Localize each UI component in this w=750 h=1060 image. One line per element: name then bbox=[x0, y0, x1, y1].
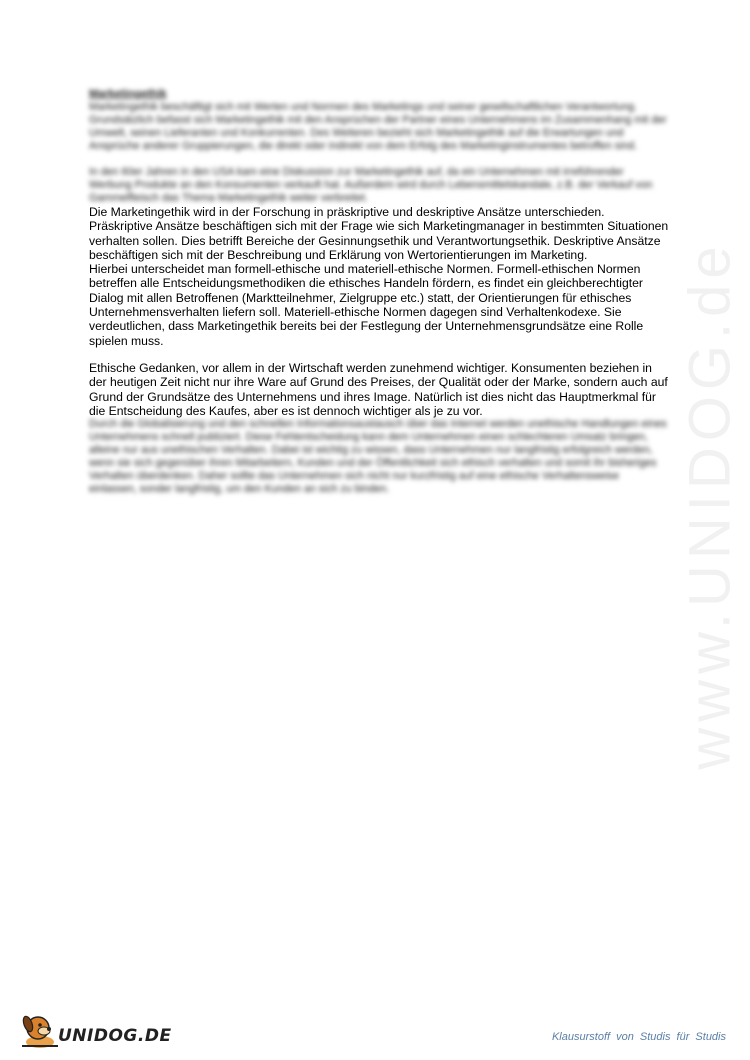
history-paragraph-blurred: In den 60er Jahren in den USA kam eine Diskussion zur Marketingethik auf, da ein Unternehmen mit irreführender Werbung Produkte an den Konsumenten verkauft hat. Außerdem wird durch Lebensmittelskandale, z.B. der Verkauf von Gammelfleisch das Thema Marketingethik weiter verbreitet. bbox=[89, 166, 653, 204]
closing-paragraph-blurred: Durch die Globalisierung und den schnellen Informationsaustausch über das Internet werden unethische Handlungen eines Unternehmens schnell publiziert. Diese Fehlentscheidung kann dem Unternehmen einen schlechteren Umsatz bringen, alleine nur aus unethischen Verhalten. Dabei ist wichtig zu wissen, dass Unternehmen nur langfristig erfolgreich werden, wenn sie sich gegenüber ihren Mitarbeitern, Kunden und der Öffentlichkeit sich ethisch verhalten und somit ihr bisheriges Verhalten überdenken. Daher sollte das Unternehmen sich nicht nur kurzfristig auf eine ethische Verhaltensweise einlassen, sonder langfristig, um den Kunden an sich zu binden. bbox=[89, 418, 667, 496]
unidog-logo bbox=[18, 1010, 172, 1050]
document-body bbox=[89, 88, 669, 496]
paragraph-ethical-thoughts: Ethische Gedanken, vor allem in der Wirtschaft werden zunehmend wichtiger. Konsumenten beziehen in der heutigen Zeit nicht nur ihre Ware auf Grund des Preises, der Qualität oder der Marke, sondern auch auf Grund der Grundsätze des Unternehmens und ihres Image. Natürlich ist dies nicht das Hauptmerkmal für die Entscheidung des Kaufes, aber es ist dennoch wichtiger als je zu vor. bbox=[89, 360, 668, 418]
paragraph-norms: Hierbei unterscheidet man formell-ethische und materiell-ethische Normen. Formell-ethischen Normen betreffen alle Entscheidungsmethodiken die ethisches Handeln fördern, es findet ein gleichberechtigter Dialog mit allen Betroffenen (Marktteilnehmer, Zielgruppe etc.) statt, der Orientierungen für ethisches Unternehmensverhalten liefern soll. Materiell-ethische Normen dagegen sind Verhaltenkodexe. Sie verdeutlichen, dass Marketingethik bereits bei der Festlegung der Unternehmensgrundsätze eine Rolle spielen muss. bbox=[89, 262, 644, 348]
intro-paragraph-blurred: Marketingethik beschäftigt sich mit Werten und Normen des Marketings und seiner gesellschaftlichen Verantwortung. Grundsätzlich befasst sich Marketingethik mit den Ansprüchen der Partner eines Unternehmens im Zusammenhang mit der Umwelt, seinen Lieferanten und Konkurrenten. Des Weiteren bezieht sich Marketingethik auf die Erwartungen und Ansprüche anderer Gruppierungen, die direkt oder indirekt von dem Erfolg des Marketinginstrumentes betroffen sind. bbox=[89, 101, 667, 152]
footer-tagline: Klausurstoff von Studis für Studis bbox=[551, 1031, 726, 1043]
watermark-text: www.UNIDOG.de bbox=[677, 240, 743, 770]
paragraph-approaches: Die Marketingethik wird in der Forschung in präskriptive und deskriptive Ansätze unterschieden. Präskriptive Ansätze beschäftigen sich mit der Frage wie sich Marketingmanager in bestimmten Situationen verhalten sollen. Dies betrifft Bereiche der Gesinnungsethik und Verantwortungsethik. Deskriptive Ansätze beschäftigen sich mit der Beschreibung und Erklärung von Wertorientierungen im Marketing. bbox=[89, 205, 669, 262]
document-heading: Marketingethik bbox=[89, 88, 167, 100]
logo-text: UNIDOG.DE bbox=[58, 1026, 172, 1046]
